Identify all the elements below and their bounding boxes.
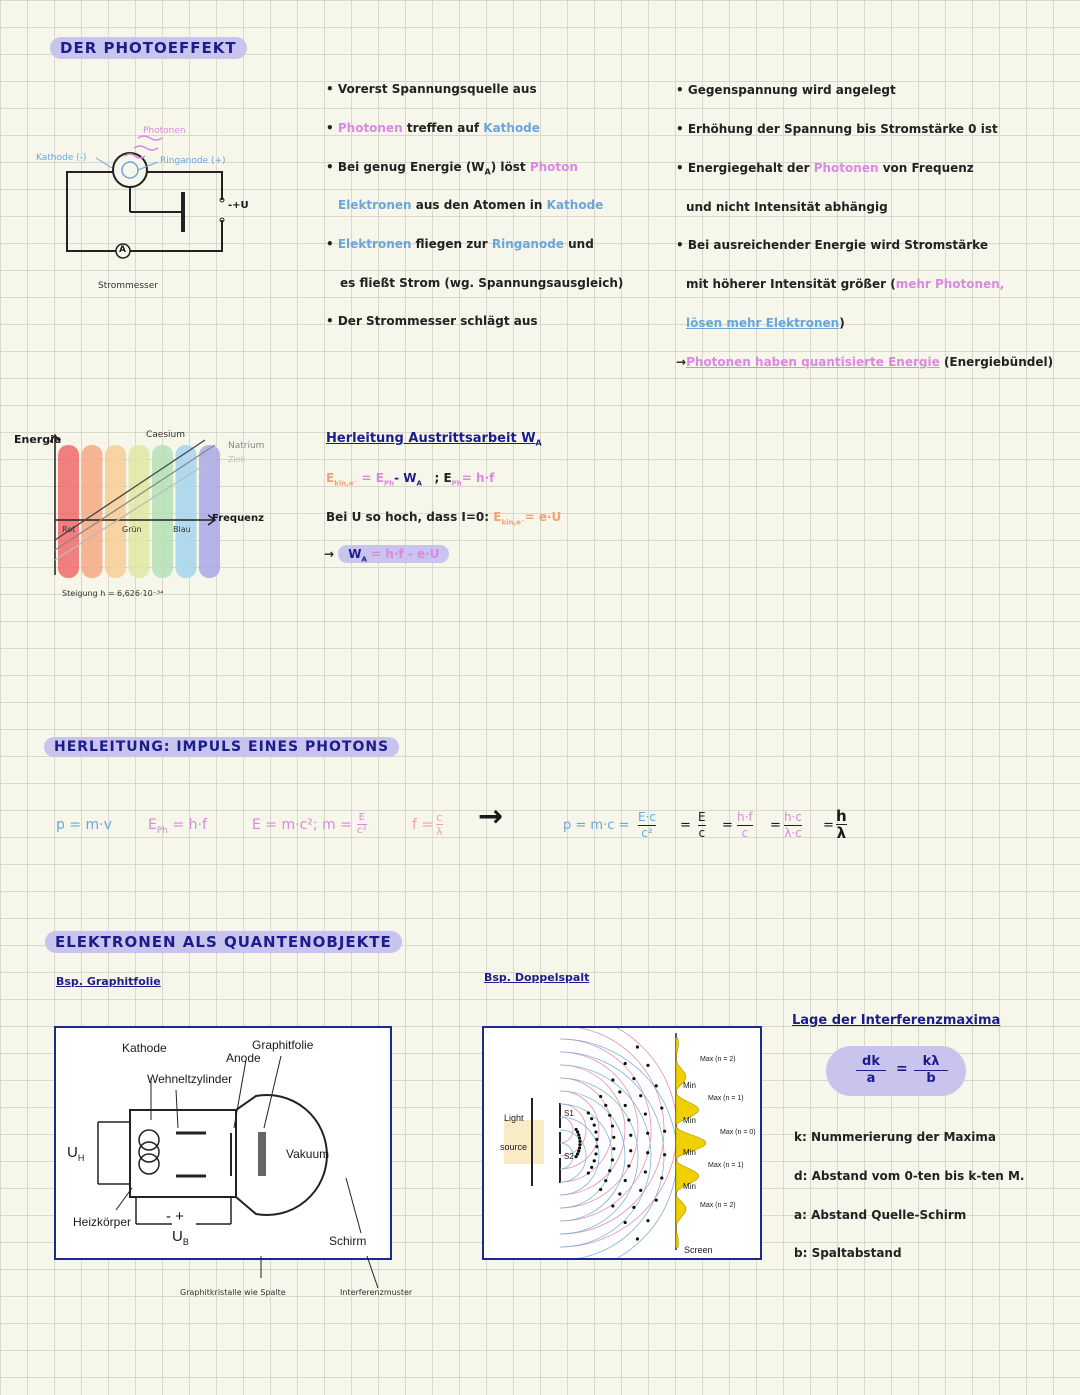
spectrum-band — [152, 445, 173, 578]
interference-node — [646, 1132, 649, 1135]
label-max-n1-bottom: Max (n = 1) — [708, 1162, 744, 1169]
legend-d: d: Abstand vom 0-ten bis k-ten M. — [794, 1169, 1025, 1183]
bullet-ausreichende-energie: • Bei ausreichender Energie wird Stromstärke — [676, 238, 988, 252]
f4-den: λ — [436, 825, 443, 838]
bullet-vorerst: • Vorerst Spannungsquelle aus — [326, 82, 537, 96]
heading-lage-interferenzmaxima: Lage der Interferenzmaxima — [792, 1013, 1001, 1028]
interference-node — [611, 1204, 614, 1207]
term-kathode: Kathode — [483, 121, 540, 135]
r6-num: h — [836, 807, 847, 825]
eq-e: E — [326, 471, 335, 485]
lage-rnum: kλ — [914, 1054, 948, 1071]
tube-label-heizkoerper: Heizkörper — [73, 1215, 132, 1229]
interference-node — [660, 1176, 663, 1179]
r5-num: h·c — [784, 810, 803, 824]
text-bei-genug-energie: • Bei genug Energie (W — [326, 160, 485, 174]
interference-node — [577, 1149, 580, 1152]
interference-node — [629, 1134, 632, 1137]
interference-node — [655, 1199, 658, 1202]
interference-node — [646, 1151, 649, 1154]
formula-emc2 — [252, 817, 352, 833]
interference-node — [663, 1153, 666, 1156]
text-energiebuendel: (Energiebündel) — [943, 355, 1054, 369]
ammeter-symbol: A — [119, 245, 126, 255]
fraction-klambda-b — [914, 1054, 948, 1087]
interference-node — [624, 1179, 627, 1182]
spectrum-band — [105, 445, 126, 578]
eq2-e: E — [493, 510, 502, 524]
interference-node — [632, 1077, 635, 1080]
eq2-eu: = e·U — [524, 510, 562, 524]
label-max-n2-bottom: Max (n = 2) — [700, 1202, 736, 1209]
term-elektronen-2: Elektronen — [337, 237, 412, 251]
formula-eph — [148, 817, 207, 836]
interference-node — [590, 1166, 593, 1169]
lage-lden: a — [866, 1071, 876, 1086]
text-fliegen-zur: fliegen zur — [415, 237, 488, 251]
interference-node — [646, 1064, 649, 1067]
f2-sub: Ph — [156, 825, 168, 836]
formula-interferenz-pill — [826, 1046, 966, 1096]
r2-num: E·c — [638, 810, 656, 824]
interference-node — [578, 1143, 581, 1146]
interference-node — [627, 1118, 630, 1121]
r2-den: c² — [641, 826, 653, 840]
label-ringanode: Ringanode (+) — [160, 156, 226, 166]
spectrum-band — [199, 445, 220, 578]
r5-den: λ·c — [784, 826, 802, 840]
label-light: Light — [504, 1113, 524, 1123]
result-rhs: = h·f - e·U — [371, 547, 440, 561]
interference-node — [608, 1169, 611, 1172]
eq-sign-3: = — [770, 818, 781, 833]
result-w: W — [348, 547, 362, 561]
label-gruen: Grün — [122, 525, 142, 534]
tube-label-anode: Anode — [226, 1051, 261, 1065]
fraction-h-lambda — [836, 808, 847, 841]
caption-graphitkristalle: Graphitkristalle wie Spalte — [180, 1288, 286, 1297]
eq-sign-4: = — [823, 818, 834, 833]
label-source: source — [500, 1142, 528, 1152]
tube-label-ub — [172, 1228, 189, 1247]
f4-num: c — [436, 811, 443, 824]
bullet-strommesser: • Der Strommesser schlägt aus — [326, 314, 538, 328]
interference-node — [624, 1062, 627, 1065]
fraction-e-c — [698, 810, 706, 841]
f3-text: E = m·c²; m = — [252, 817, 352, 833]
label-max-n0: Max (n = 0) — [720, 1129, 756, 1136]
term-kathode-2: Kathode — [546, 198, 604, 212]
interference-node — [663, 1130, 666, 1133]
uh-sub: H — [77, 1153, 85, 1163]
f3-num: E — [358, 812, 365, 823]
interference-node — [577, 1133, 580, 1136]
formula-f: f = — [412, 817, 434, 833]
fraction-e-c2 — [357, 812, 367, 837]
sub-a: A — [484, 167, 491, 177]
wavefront-arc — [560, 1028, 677, 1247]
eq-wa: - W — [394, 471, 417, 485]
label-s2: S2 — [564, 1152, 574, 1161]
spectrum-band — [58, 445, 79, 578]
interference-node — [660, 1106, 663, 1109]
caption-interferenzmuster: Interferenzmuster — [340, 1288, 413, 1297]
interference-node — [639, 1189, 642, 1192]
fraction-hc-lc — [784, 810, 802, 841]
label-min-1: Min — [683, 1081, 696, 1090]
interference-node — [574, 1155, 577, 1158]
eq-sub-kin: kin,e⁻ — [334, 479, 358, 488]
eq-sub-ph: Ph — [383, 479, 395, 488]
label-min-2: Min — [683, 1116, 696, 1125]
interference-node — [611, 1078, 614, 1081]
wavefront-arc — [560, 1039, 677, 1258]
term-quantisierte-energie: Photonen haben quantisierte Energie — [686, 355, 940, 369]
interference-node — [632, 1206, 635, 1209]
fraction-ec-c2 — [638, 810, 656, 841]
electron-diffraction-tube-figure — [54, 1026, 392, 1260]
tube-label-graphitfolie: Graphitfolie — [252, 1038, 314, 1052]
term-photonen-2: Photonen — [813, 161, 879, 175]
label-kathode: Kathode (-) — [36, 153, 87, 163]
text-und: und — [568, 237, 594, 251]
bullet-hoehere-intensitaet — [686, 277, 1004, 291]
interference-node — [611, 1124, 614, 1127]
term-ringanode: Ringanode — [491, 237, 564, 251]
bullet-energiegehalt — [676, 161, 974, 175]
tube-label-kathode: Kathode — [122, 1041, 167, 1055]
f2-hf: = h·f — [172, 817, 207, 833]
interference-node — [587, 1171, 590, 1174]
label-caesium: Caesium — [146, 430, 185, 440]
label-photonen: Photonen — [143, 126, 186, 136]
lage-lnum: dk — [856, 1054, 886, 1071]
bullet-genug-energie — [326, 160, 578, 176]
fraction-c-lambda — [436, 811, 443, 838]
label-max-n2-top: Max (n = 2) — [700, 1056, 736, 1063]
text-hoehere-intensitaet: mit höherer Intensität größer ( — [686, 277, 896, 291]
interference-node — [629, 1149, 632, 1152]
label-min-3: Min — [683, 1148, 696, 1157]
interference-node — [587, 1111, 590, 1114]
f2-e: E — [148, 817, 157, 833]
tube-label-vakuum: Vakuum — [286, 1147, 330, 1161]
tube-label-pm: - + — [166, 1208, 184, 1225]
interference-node — [624, 1221, 627, 1224]
interference-node — [595, 1145, 598, 1148]
text-aus-den-atomen: aus den Atomen in — [415, 198, 543, 212]
r4-num: h·f — [737, 810, 753, 824]
r3-num: E — [698, 810, 706, 824]
label-s1: S1 — [564, 1109, 574, 1118]
interference-node — [627, 1164, 630, 1167]
photoeffect-circuit-diagram — [30, 120, 260, 300]
label-max-n1-top: Max (n = 1) — [708, 1095, 744, 1102]
label-strommesser: Strommesser — [98, 281, 158, 291]
lage-rden: b — [926, 1071, 936, 1086]
interference-node — [618, 1090, 621, 1093]
spectrum-band — [176, 445, 197, 578]
equation-ekin — [326, 471, 494, 487]
bullet-erhoehung: • Erhöhung der Spannung bis Stromstärke 0 ist — [676, 122, 998, 136]
fraction-dk-a — [856, 1054, 886, 1087]
interference-node — [599, 1095, 602, 1098]
text-loest: ) löst — [490, 160, 526, 174]
term-photonen: Photonen — [337, 121, 403, 135]
text-energiegehalt: • Energiegehalt der — [676, 161, 810, 175]
interference-node — [608, 1114, 611, 1117]
tube-label-uh — [67, 1144, 84, 1163]
tube-label-schirm: Schirm — [329, 1234, 367, 1248]
interference-node — [576, 1130, 579, 1133]
graph-xlabel: Frequenz — [212, 513, 264, 524]
spectrum-band — [82, 445, 103, 578]
interference-node — [578, 1146, 581, 1149]
text-close-paren: ) — [839, 316, 845, 330]
legend-a: a: Abstand Quelle-Schirm — [794, 1208, 967, 1222]
interference-node — [636, 1237, 639, 1240]
bullet-nicht-intensitaet: und nicht Intensität abhängig — [686, 200, 888, 214]
lage-eq: = — [896, 1061, 908, 1077]
interference-node — [644, 1112, 647, 1115]
caption-pointer-lines — [255, 1256, 385, 1290]
interference-node — [611, 1158, 614, 1161]
label-steigung: Steigung h = 6,626·10⁻³⁴ — [62, 589, 164, 598]
label-zink: Zink — [228, 455, 246, 464]
eq2-text: Bei U so hoch, dass I=0: — [326, 510, 490, 524]
section-title-elektronen: ELEKTRONEN ALS QUANTENOBJEKTE — [45, 931, 402, 953]
ub-sub: B — [182, 1237, 189, 1247]
legend-k: k: Nummerierung der Maxima — [794, 1130, 996, 1144]
result-p-mc: p = m·c = — [563, 818, 630, 833]
f3-den: c² — [357, 825, 367, 836]
eq-sign-1: = — [680, 818, 691, 833]
bullet-photonen-treffen: • Photonen treffen auf Kathode — [326, 121, 540, 135]
voltage-source-label: -+U — [228, 200, 249, 211]
section-title-photoeffekt: DER PHOTOEFFEKT — [50, 37, 247, 59]
formula-p-mv: p = m·v — [56, 817, 112, 833]
eq-sub-ph2: Ph — [451, 479, 462, 488]
eq-hf: = h·f — [461, 471, 495, 485]
eq-eph: = E — [361, 471, 384, 485]
wavefront-arc — [560, 1065, 625, 1195]
equation-result-wa — [324, 547, 449, 563]
label-blau: Blau — [173, 525, 191, 534]
impuls-arrow: → — [478, 799, 504, 834]
graph-ylabel: Energie — [14, 433, 62, 446]
interference-node — [646, 1219, 649, 1222]
result-sub: A — [361, 555, 367, 564]
uh-u: U — [67, 1144, 78, 1161]
text-von-frequenz: von Frequenz — [882, 161, 974, 175]
bullet-gegenspannung: • Gegenspannung wird angelegt — [676, 83, 896, 97]
section-title-impuls: HERLEITUNG: IMPULS EINES PHOTONS — [44, 737, 399, 757]
interference-node — [604, 1179, 607, 1182]
fraction-hf-c — [737, 810, 753, 841]
double-slit-figure — [482, 1026, 762, 1260]
interference-node — [639, 1094, 642, 1097]
label-rot: Rot — [62, 525, 76, 534]
interference-node — [612, 1147, 615, 1150]
r6-den: λ — [836, 824, 847, 842]
heading-text: Herleitung Austrittsarbeit W — [326, 431, 536, 446]
label-natrium: Natrium — [228, 441, 265, 451]
bullet-elektronen-aus — [338, 198, 603, 212]
interference-node — [618, 1192, 621, 1195]
legend-b: b: Spaltabstand — [794, 1246, 902, 1260]
interference-node — [593, 1159, 596, 1162]
term-mehr-photonen: mehr Photonen, — [895, 277, 1005, 291]
eq-sign-2: = — [722, 818, 733, 833]
label-min-4: Min — [683, 1182, 696, 1191]
interference-node — [578, 1140, 581, 1143]
eq2-sub: kin,e⁻ — [501, 518, 525, 527]
tube-label-wehneltzylinder: Wehneltzylinder — [147, 1072, 233, 1086]
interference-node — [624, 1104, 627, 1107]
heading-bsp-doppelspalt: Bsp. Doppelspalt — [484, 971, 590, 984]
interference-node — [595, 1138, 598, 1141]
r3-den: c — [698, 826, 706, 840]
term-loesen-mehr-elektronen: lösen mehr Elektronen — [686, 316, 840, 330]
term-photon: Photon — [529, 160, 578, 174]
interference-node — [599, 1188, 602, 1191]
text-treffen-auf: treffen auf — [406, 121, 480, 135]
label-screen: Screen — [684, 1245, 713, 1255]
heading-herleitung-austrittsarbeit — [326, 431, 542, 448]
interference-node — [594, 1152, 597, 1155]
interference-node — [604, 1104, 607, 1107]
interference-node — [590, 1117, 593, 1120]
r4-den: c — [741, 826, 749, 840]
bullet-strom-fliesst: es fließt Strom (wg. Spannungsausgleich) — [340, 276, 624, 290]
eq-sep: ; E — [434, 471, 452, 485]
heading-bsp-graphitfolie: Bsp. Graphitfolie — [56, 975, 161, 988]
heading-sub: A — [535, 438, 542, 448]
ub-u: U — [172, 1228, 183, 1245]
bullet-quantisierte-energie: →Photonen haben quantisierte Energie (Energiebündel) — [676, 355, 1054, 369]
result-arrow: → — [324, 547, 335, 561]
interference-node — [578, 1136, 581, 1139]
interference-node — [612, 1136, 615, 1139]
interference-node — [593, 1124, 596, 1127]
interference-node — [655, 1084, 658, 1087]
eq-sub-a: A — [416, 479, 422, 488]
bullet-loesen-elektronen — [686, 316, 845, 330]
bullet-elektronen-fliegen: • Elektronen fliegen zur Ringanode und — [326, 237, 594, 251]
interference-node — [636, 1045, 639, 1048]
term-elektronen: Elektronen — [338, 198, 412, 212]
equation-bei-u — [326, 510, 561, 526]
interference-node — [644, 1170, 647, 1173]
interference-node — [594, 1130, 597, 1133]
